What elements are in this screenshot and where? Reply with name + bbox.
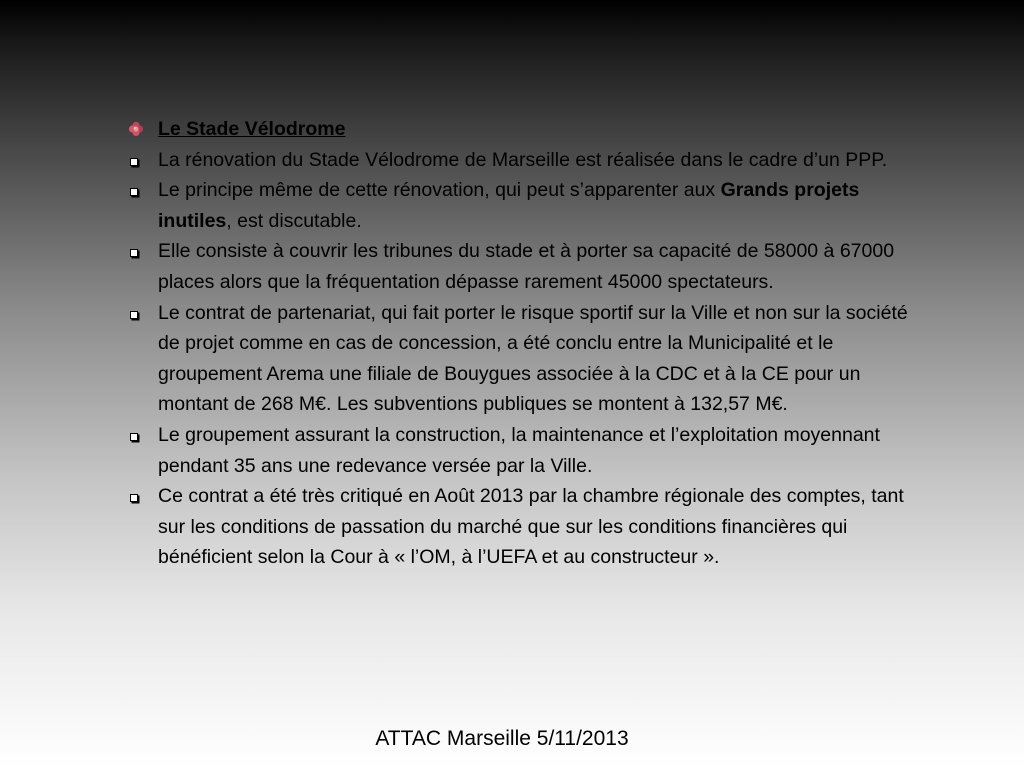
slide-content [128, 114, 928, 573]
heading-item [128, 114, 928, 145]
item-bold-text: Grands projets inutiles [158, 179, 860, 232]
list-item [128, 298, 928, 420]
item-text: Le principe même de cette rénovation, qui peut s’apparenter aux [158, 179, 721, 202]
list-item [128, 175, 928, 236]
square-bullet-icon [130, 188, 138, 196]
square-bullet-icon [130, 158, 138, 166]
item-text: Ce contrat a été très critiqué en Août 2013 par la chambre régionale des comptes, tant sur les conditions de passation du marché que sur les conditions financières qui bénéficient selon la Cour à « l’OM, à l’UEFA et au constructeur ». [158, 485, 904, 569]
list-item [128, 145, 928, 176]
flower-icon [128, 121, 144, 137]
list-item [128, 236, 928, 297]
item-text: Elle consiste à couvrir les tribunes du stade et à porter sa capacité de 58000 à 67000 places alors que la fréquentation dépasse rarement 45000 spectateurs. [158, 240, 895, 293]
square-bullet-icon [130, 494, 138, 502]
item-text: Le contrat de partenariat, qui fait porter le risque sportif sur la Ville et non sur la société de projet comme en cas de concession, a été conclu entre la Municipalité et le groupement Arema une filiale de Bouygues associée à la CDC et à la CE pour un montant de 268 M€. Les subventions publiques se montent à 132,57 M€. [158, 301, 908, 416]
item-text: La rénovation du Stade Vélodrome de Marseille est réalisée dans le cadre d’un PPP. [158, 148, 888, 171]
square-bullet-icon [130, 311, 138, 319]
list-item [128, 481, 928, 573]
square-bullet-icon [130, 433, 138, 441]
item-text: , est discutable. [226, 209, 362, 232]
slide-footer: ATTAC Marseille 5/11/2013 [375, 727, 629, 750]
list-item [128, 420, 928, 481]
slide-heading: Le Stade Vélodrome [158, 118, 346, 140]
item-text: Le groupement assurant la construction, la maintenance et l’exploitation moyennant pendant 35 ans une redevance versée par la Ville. [158, 423, 880, 477]
square-bullet-icon [130, 249, 138, 257]
